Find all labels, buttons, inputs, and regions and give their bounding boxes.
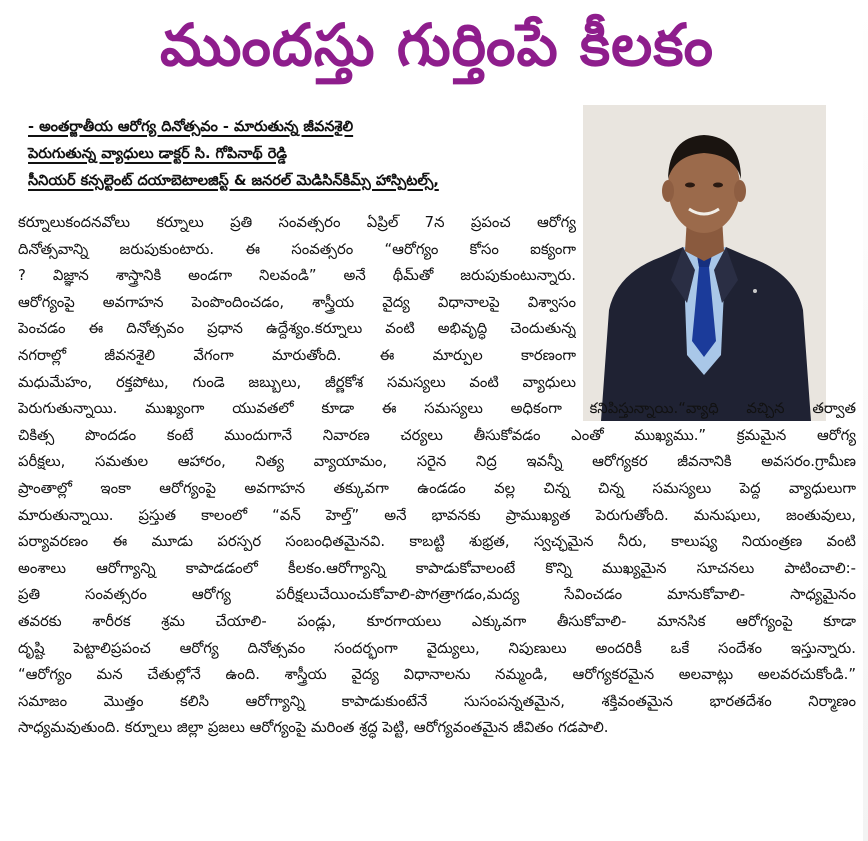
body-line: పెరుగుతున్నాయి. ముఖ్యంగా యువతలో కూడా ఈ సమస్యలు అధికంగా కనిపిస్తున్నాయి.“వ్యాధి వచ్చిన తర్వాత (18, 400, 856, 418)
body-line: ? విజ్ఞాన శాస్త్రానికి అండగా నిలవండి” అనే థీమ్‌తో జరుపుకుంటున్నారు. (18, 267, 576, 285)
body-line: పరీక్షలు, సమతుల ఆహారం, నిత్య వ్యాయామం, సరైన నిద్ర ఇవన్నీ ఆరోగ్యకర జీవనానికి అవసరం.గ్రామీణ (18, 453, 856, 471)
body-line: కర్నూలుకందనవోలు కర్నూలు ప్రతి సంవత్సరం ఏప్రిల్ 7న ప్రపంచ ఆరోగ్య (18, 214, 576, 231)
body-line: సాధ్యమవుతుంది. కర్నూలు జిల్లా ప్రజలు ఆరోగ్యంపై మరింత శ్రద్ధ పెట్టి, ఆరోగ్యవంతమైన జీవితం గడపాలి. (18, 719, 609, 737)
body-line: మధుమేహం, రక్తపోటు, గుండె జబ్బులు, జీర్ణకోశ సమస్యలు వంటి వ్యాధులు (18, 373, 576, 391)
byline-line: పెరుగుతున్న వ్యాధులు డాక్టర్ సి. గోపినాథ్ రెడ్డి (28, 146, 288, 162)
body-line: మారుతున్నాయి. ప్రస్తుత కాలంలో “వన్ హెల్త్” అనే భావనకు ప్రాముఖ్యత పెరుగుతోంది. మనుషులు, జంతువులు, (18, 506, 856, 524)
body-line: పెంచడం ఈ దినోత్సవం ప్రధాన ఉద్దేశ్యం.కర్నూలు వంటి అభివృద్ధి చెందుతున్న (18, 320, 576, 338)
byline-line: సీనియర్ కన్సల్టెంట్ దయాబెటాలజిస్ట్ & జనరల్ మెడిసిన్‌కిమ్స్ హాస్పిటల్స్, (28, 173, 439, 189)
article-byline (28, 114, 568, 195)
body-line: అంశాలు ఆరోగ్యాన్ని కాపాడడంలో కీలకం.ఆరోగ్యాన్ని కాపాడుకోవాలంటే కొన్ని ముఖ్యమైన సూచనలు పాటించాలి:- (18, 559, 856, 577)
body-line: పర్యావరణం ఈ మూడు పరస్పర సంబంధితమైనవి. కాబట్టి శుభ్రత, స్వచ్ఛమైన నీరు, కాలుష్య నియంత్రణ వంటి (18, 533, 856, 551)
article-body (18, 210, 862, 742)
body-line: ప్రాంతాల్లో ఇంకా ఆరోగ్యంపై అవగాహన తక్కువగా ఉండడం వల్ల చిన్న చిన్న సమస్యలు పెద్ద వ్యాధులుగా (18, 479, 856, 497)
body-line: నగరాల్లో జీవనశైలి వేగంగా మారుతోంది. ఈ మార్పుల కారణంగా (18, 346, 576, 364)
body-line: చికిత్స పొందడం కంటే ముందుగానే నివారణ చర్యలు తీసుకోవడం ఎంతో ముఖ్యము.” క్రమమైన ఆరోగ్య (18, 426, 856, 444)
body-line: “ఆరోగ్యం మన చేతుల్లోనే ఉంది. శాస్త్రీయ వైద్య విధానాలను నమ్మండి, ఆరోగ్యకరమైన అలవాట్లు అలవరచుకోండి.” (18, 666, 856, 684)
page-edge (863, 0, 868, 841)
byline-line: - అంతర్జాతీయ ఆరోగ్య దినోత్సవం - మారుతున్న జీవనశైలి (28, 119, 354, 135)
body-line: ఆరోగ్యంపై అవగాహన పెంపొందించడం, శాస్త్రీయ వైద్య విధానాలపై విశ్వాసం (18, 293, 576, 311)
article-headline: ముందస్తు గుర్తింపే కీలకం (160, 10, 714, 79)
body-line: సమాజం మొత్తం కలిసి ఆరోగ్యాన్ని కాపాడుకుంటేనే సుసంపన్నతమైన, శక్తివంతమైన భారతదేశం నిర్మాణం (18, 692, 856, 710)
body-line: దినోత్సవాన్ని జరుపుకుంటారు. ఈ సంవత్సరం “ఆరోగ్యం కోసం ఐక్యంగా (18, 240, 576, 258)
body-line: ప్రతి సంవత్సరం ఆరోగ్య పరీక్షలుచేయించుకోవాలి-పొగత్రాగడం,మద్య సేవించడం మానుకోవాలి- సాధ్యమైనం (18, 586, 856, 604)
body-line: దృష్టి పెట్టాలిప్రపంచ ఆరోగ్య దినోత్సవం సందర్భంగా వైద్యులు, నిపుణులు అందరికీ ఒకే సందేశం ఇస్తున్నారు. (18, 639, 856, 657)
body-line: తవరకు శారీరక శ్రమ చేయాలి- పండ్లు, కూరగాయలు ఎక్కువగా తీసుకోవాలి- మానసిక ఆరోగ్యంపై కూడా (18, 612, 856, 630)
